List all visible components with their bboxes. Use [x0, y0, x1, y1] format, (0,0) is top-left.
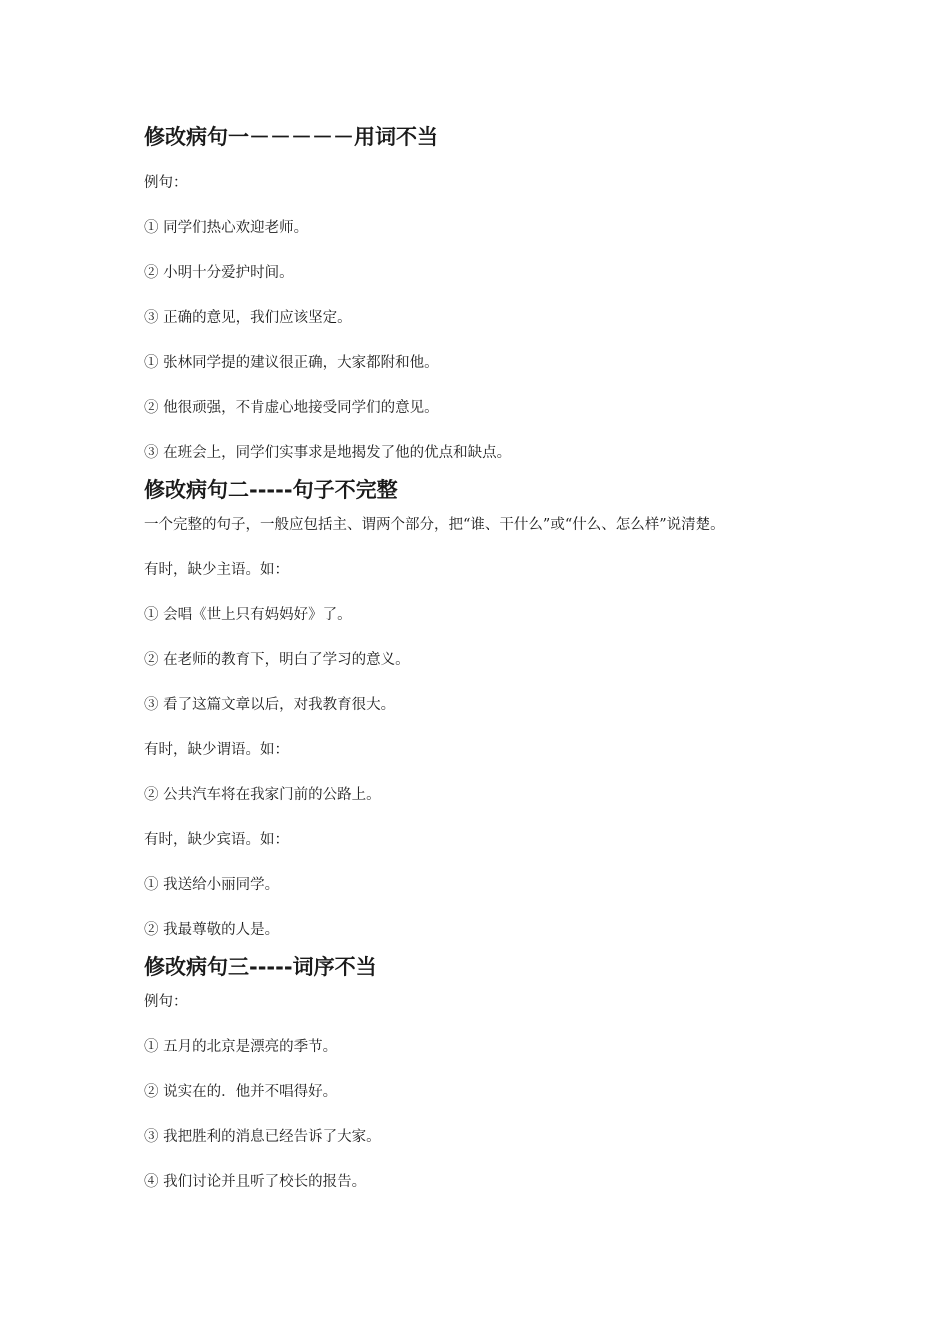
paragraph: 一个完整的句子，一般应包括主、谓两个部分，把“谁、干什么”或“什么、怎么样”说清楚。 — [144, 517, 725, 533]
paragraph: 例句： — [144, 994, 188, 1010]
section-heading: 修改病句一－－－－－用词不当 — [144, 125, 438, 149]
paragraph: ② 他很顽强，不肯虚心地接受同学们的意见。 — [144, 400, 439, 416]
paragraph: ② 公共汽车将在我家门前的公路上。 — [144, 787, 381, 803]
paragraph: ① 我送给小丽同学。 — [144, 877, 280, 893]
paragraph: ① 同学们热心欢迎老师。 — [144, 220, 309, 236]
paragraph: ③ 看了这篇文章以后，对我教育很大。 — [144, 697, 396, 713]
paragraph: 有时，缺少宾语。如： — [144, 832, 289, 848]
paragraph: ② 我最尊敬的人是。 — [144, 922, 280, 938]
paragraph: ① 五月的北京是漂亮的季节。 — [144, 1039, 338, 1055]
paragraph: ③ 在班会上，同学们实事求是地揭发了他的优点和缺点。 — [144, 445, 512, 461]
paragraph: 有时，缺少主语。如： — [144, 562, 289, 578]
document-page — [144, 120, 834, 1192]
paragraph: ② 在老师的教育下，明白了学习的意义。 — [144, 652, 410, 668]
paragraph: ② 小明十分爱护时间。 — [144, 265, 294, 281]
section-heading: 修改病句三-----词序不当 — [144, 955, 377, 979]
paragraph: ① 张林同学提的建议很正确，大家都附和他。 — [144, 355, 439, 371]
section-heading: 修改病句二-----句子不完整 — [144, 478, 398, 502]
paragraph: ③ 正确的意见，我们应该坚定。 — [144, 310, 352, 326]
paragraph: 例句： — [144, 175, 188, 191]
paragraph: ② 说实在的．他并不唱得好。 — [144, 1084, 338, 1100]
paragraph: ① 会唱《世上只有妈妈好》了。 — [144, 607, 352, 623]
paragraph: 有时，缺少谓语。如： — [144, 742, 289, 758]
paragraph: ④ 我们讨论并且听了校长的报告。 — [144, 1174, 367, 1190]
paragraph: ③ 我把胜利的消息已经告诉了大家。 — [144, 1129, 381, 1145]
